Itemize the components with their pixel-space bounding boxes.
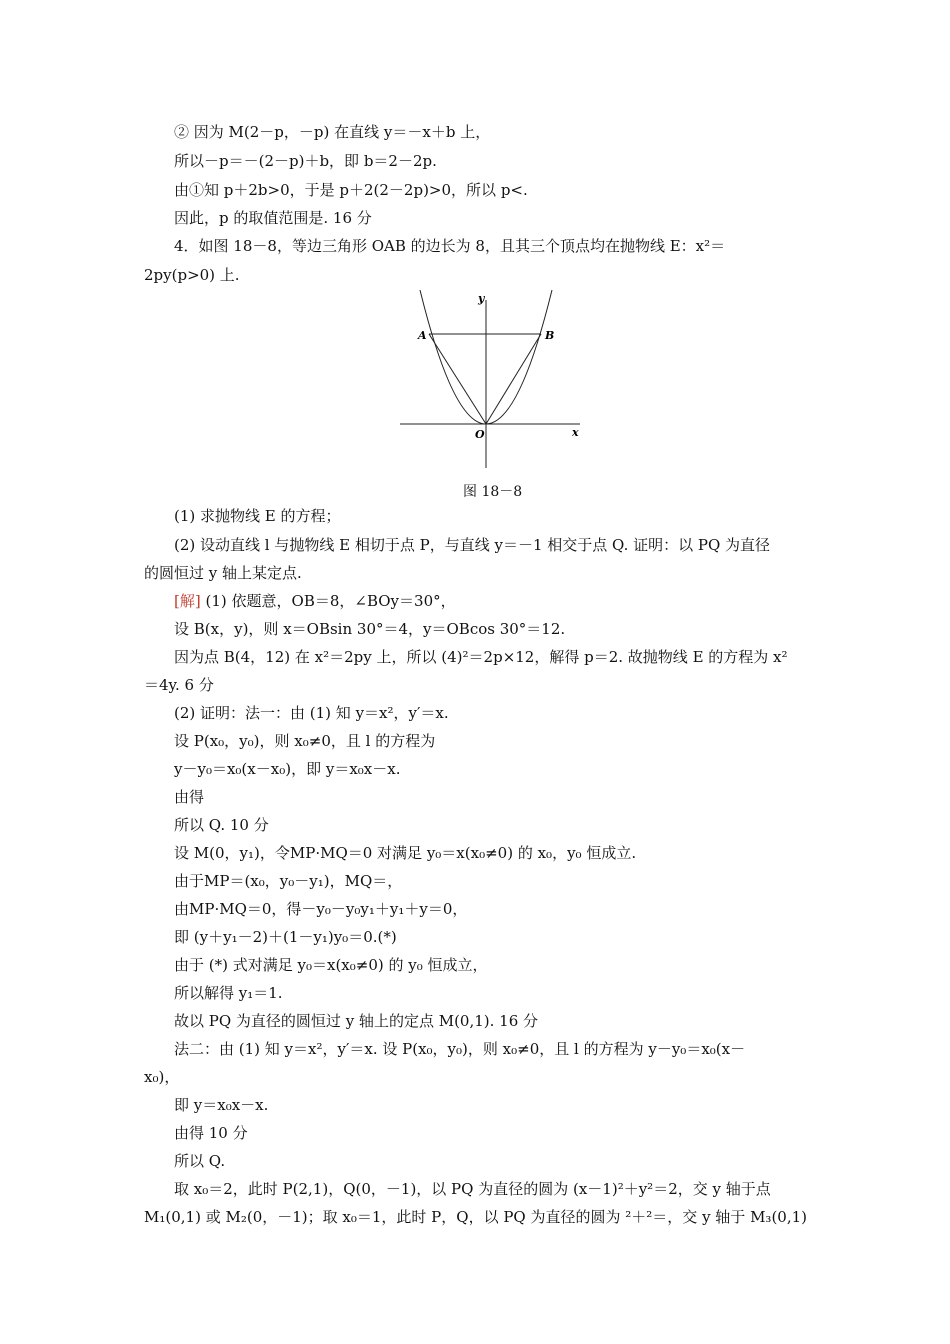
line-text: 即 y＝x₀x－x.: [174, 1096, 269, 1114]
line-text: (2) 设动直线 l 与抛物线 E 相切于点 P，与直线 y＝－1 相交于点 Q. 证明：以 PQ 为直径: [174, 536, 771, 554]
parabola-figure: [395, 290, 585, 472]
line-text: 所以解得 y₁＝1.: [174, 984, 283, 1002]
text-line: [174, 1095, 268, 1115]
line-text: 所以 Q. 10 分: [174, 816, 269, 834]
line-text: 设 P(x₀，y₀)，则 x₀≠0，且 l 的方程为: [174, 732, 436, 750]
line-text: 由MP·MQ＝0，得－y₀－y₀y₁＋y₁＋y＝0，: [174, 900, 468, 918]
text-line: [174, 983, 283, 1003]
text-line: [144, 563, 302, 583]
line-text: 因此，p 的取值范围是. 16 分: [174, 209, 372, 227]
line-text: 2py(p>0) 上.: [144, 266, 240, 284]
line-text: 设 M(0，y₁)，令MP·MQ＝0 对满足 y₀＝x(x₀≠0) 的 x₀，y₀ 恒成立.: [174, 844, 637, 862]
text-line: [174, 1179, 771, 1199]
solution-tag: [解]: [174, 592, 201, 610]
text-line: [174, 535, 770, 555]
line-text: 由于MP＝(x₀，y₀－y₁)，MQ＝，: [174, 872, 403, 890]
text-line: [174, 815, 269, 835]
line-text: 4．如图 18－8，等边三角形 OAB 的边长为 8，且其三个顶点均在抛物线 E：x²＝: [174, 237, 726, 255]
text-line: [174, 731, 435, 751]
text-line: [144, 1207, 807, 1227]
segment-oa: [429, 334, 486, 424]
text-line: [144, 1067, 179, 1087]
text-line: [174, 591, 456, 611]
line-text: 所以－p＝－(2－p)＋b，即 b＝2－2p.: [174, 152, 437, 170]
parabola-diagram: [395, 290, 585, 472]
line-text: (2) 证明：法一：由 (1) 知 y＝x²，y′＝x.: [174, 704, 449, 722]
line-text: 因为点 B(4，12) 在 x²＝2py 上，所以 (4)²＝2p×12，解得 p＝2. 故抛物线 E 的方程为 x²: [174, 648, 788, 666]
line-text: x₀)，: [144, 1068, 180, 1086]
text-line: [174, 619, 565, 639]
line-text: 由①知 p＋2b>0，于是 p＋2(2－2p)>0，所以 p<.: [174, 181, 528, 199]
line-text: 由得: [174, 788, 205, 806]
text-line: [174, 843, 636, 863]
segment-ob: [486, 334, 541, 424]
text-line: [144, 265, 240, 285]
line-text: ＝4y. 6 分: [144, 676, 214, 694]
label-y: y: [478, 292, 485, 305]
line-text: 所以 Q.: [174, 1152, 226, 1170]
text-line: [174, 506, 341, 526]
line-text: 由于 (*) 式对满足 y₀＝x(x₀≠0) 的 y₀ 恒成立，: [174, 956, 488, 974]
line-text: 法二：由 (1) 知 y＝x²，y′＝x. 设 P(x₀，y₀)，则 x₀≠0，且 l 的方程为 y－y₀＝x₀(x－: [174, 1040, 746, 1058]
line-text: ② 因为 M(2－p，－p) 在直线 y＝－x＋b 上，: [174, 123, 491, 141]
label-b: B: [545, 329, 555, 342]
figure-caption: 图 18－8: [463, 484, 523, 500]
text-line: [174, 955, 488, 975]
line-text: 取 x₀＝2，此时 P(2,1)，Q(0，－1)，以 PQ 为直径的圆为 (x－1)²＋y²＝2，交 y 轴于点: [174, 1180, 771, 1198]
text-line: [144, 675, 214, 695]
text-line: [174, 927, 397, 947]
label-a: A: [418, 329, 427, 342]
line-text: 即 (y＋y₁－2)＋(1－y₁)y₀＝0.(*): [174, 928, 397, 946]
text-line: [174, 647, 788, 667]
text-line: [174, 759, 400, 779]
text-line: [174, 1151, 225, 1171]
line-text: 的圆恒过 y 轴上某定点.: [144, 564, 302, 582]
text-line: [174, 208, 372, 228]
text-line: [174, 703, 449, 723]
text-line: [174, 787, 204, 807]
line-text: 设 B(x，y)，则 x＝OBsin 30°＝4，y＝OBcos 30°＝12.: [174, 620, 566, 638]
text-line: [174, 122, 490, 142]
text-line: [174, 151, 437, 171]
line-text: M₁(0,1) 或 M₂(0，－1)；取 x₀＝1，此时 P，Q，以 PQ 为直径的圆为 ²＋²＝，交 y 轴于 M₃(0,1): [144, 1208, 808, 1226]
text-line: [174, 1039, 745, 1059]
text-line: [174, 180, 528, 200]
text-line: [174, 871, 402, 891]
line-text: 故以 PQ 为直径的圆恒过 y 轴上的定点 M(0,1). 16 分: [174, 1012, 539, 1030]
label-x: x: [572, 426, 579, 439]
text-line: [174, 1011, 538, 1031]
line-text: y－y₀＝x₀(x－x₀)，即 y＝x₀x－x.: [174, 760, 401, 778]
line-text: (1) 求抛物线 E 的方程；: [174, 507, 341, 525]
text-line: [174, 236, 725, 256]
line-text: 由得 10 分: [174, 1124, 248, 1142]
line-text: (1) 依题意，OB＝8，∠BOy＝30°，: [205, 592, 456, 610]
text-line: [174, 899, 467, 919]
label-o: O: [475, 428, 485, 441]
text-line: [174, 1123, 248, 1143]
